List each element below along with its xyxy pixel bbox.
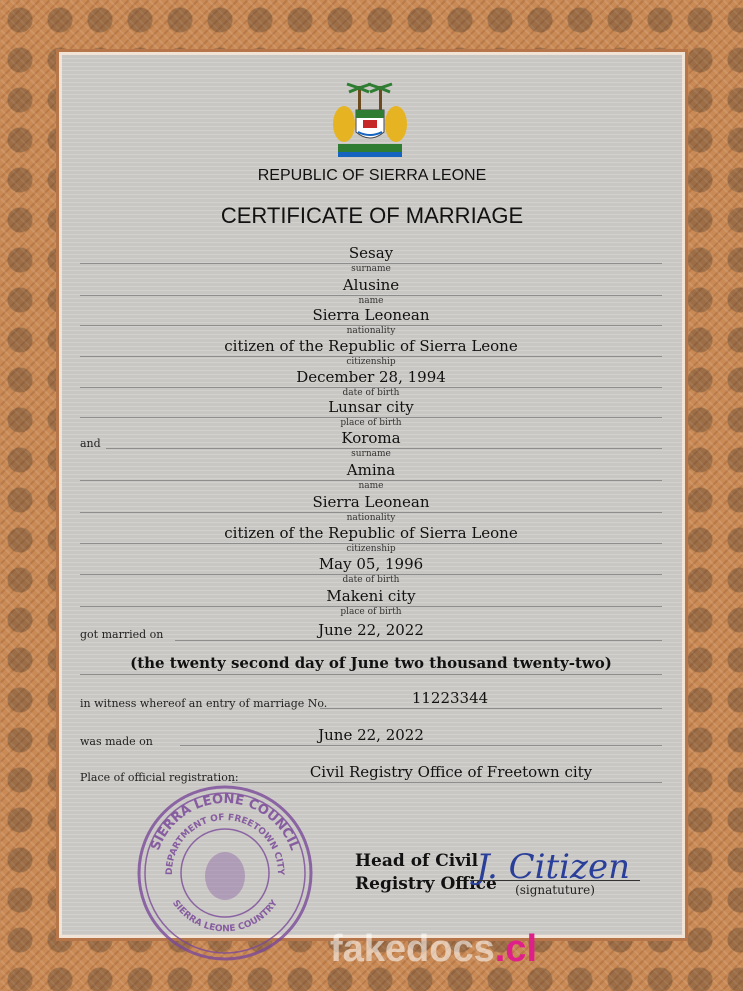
p1-surname-field [80,244,662,274]
caption-surname: surname [351,264,391,274]
p1-nationality-field [80,306,662,336]
p1-dob-field [80,368,662,398]
caption-pob: place of birth [340,607,402,617]
caption-citizenship: citizenship [346,544,396,554]
signature-line [470,880,640,881]
watermark-text: fakedocs [330,928,495,970]
signature-text: J. Citizen [476,847,630,887]
p2-surname: Koroma [341,429,401,447]
caption-name: name [358,296,384,306]
stamp-inner-text: DEPARTMENT OF FREETOWN CITY [164,812,286,876]
watermark [330,928,537,971]
p2-nationality: Sierra Leonean [312,493,430,511]
married-on-label: got married on [80,628,164,641]
p1-name-field [80,276,662,306]
p1-pob: Lunsar city [328,398,414,416]
made-on-label: was made on [80,735,153,748]
p1-dob: December 28, 1994 [296,368,446,386]
and-label: and [80,437,101,450]
p2-citizenship-field [80,524,662,554]
registration-place: Civil Registry Office of Freetown city [309,763,593,781]
field-line [320,708,662,709]
p1-nationality: Sierra Leonean [312,306,430,324]
marriage-date: June 22, 2022 [318,621,424,639]
official-stamp [130,778,320,968]
caption-dob: date of birth [342,575,400,585]
caption-name: name [358,481,384,491]
p1-citizenship-field [80,337,662,367]
coat-of-arms-emblem [330,80,410,162]
caption-pob: place of birth [340,418,402,428]
signatory-title-line1: Head of Civil [355,851,479,871]
stamp-bottom-text: SIERRA LEONE COUNTRY [170,898,280,935]
p2-dob: May 05, 1996 [318,555,424,573]
watermark-tld: .cl [494,928,537,970]
made-on-date: June 22, 2022 [318,726,424,744]
p2-name-field [80,461,662,491]
stamp-outer-text: SIERRA LEONE COUNCIL [148,791,302,853]
field-line [180,745,662,746]
caption-nationality: nationality [346,326,396,336]
caption-citizenship: citizenship [346,357,396,367]
registration-place-label: Place of official registration: [80,771,239,784]
certificate-title: CERTIFICATE OF MARRIAGE [220,203,524,228]
p2-name: Amina [346,461,396,479]
marriage-date-words: (the twenty second day of June two thousand twenty-two) [130,654,612,672]
p2-surname-field [80,429,662,459]
p2-pob: Makeni city [326,587,416,605]
caption-surname: surname [351,449,391,459]
p2-nationality-field [80,493,662,523]
p1-name: Alusine [342,276,400,294]
p2-citizenship: citizen of the Republic of Sierra Leone [224,524,518,542]
field-line [175,640,662,641]
entry-number-label: in witness whereof an entry of marriage No. [80,697,328,710]
p1-surname: Sesay [348,244,394,262]
field-line [80,674,662,675]
p1-citizenship: citizen of the Republic of Sierra Leone [224,337,518,355]
entry-number: 11223344 [411,689,489,707]
country-heading: REPUBLIC OF SIERRA LEONE [257,167,487,184]
signature-caption: (signatuture) [515,883,595,897]
signatory-title-line2: Registry Office [355,874,497,894]
caption-dob: date of birth [342,388,400,398]
caption-nationality: nationality [346,513,396,523]
p1-pob-field [80,398,662,428]
p2-pob-field [80,587,662,617]
p2-dob-field [80,555,662,585]
